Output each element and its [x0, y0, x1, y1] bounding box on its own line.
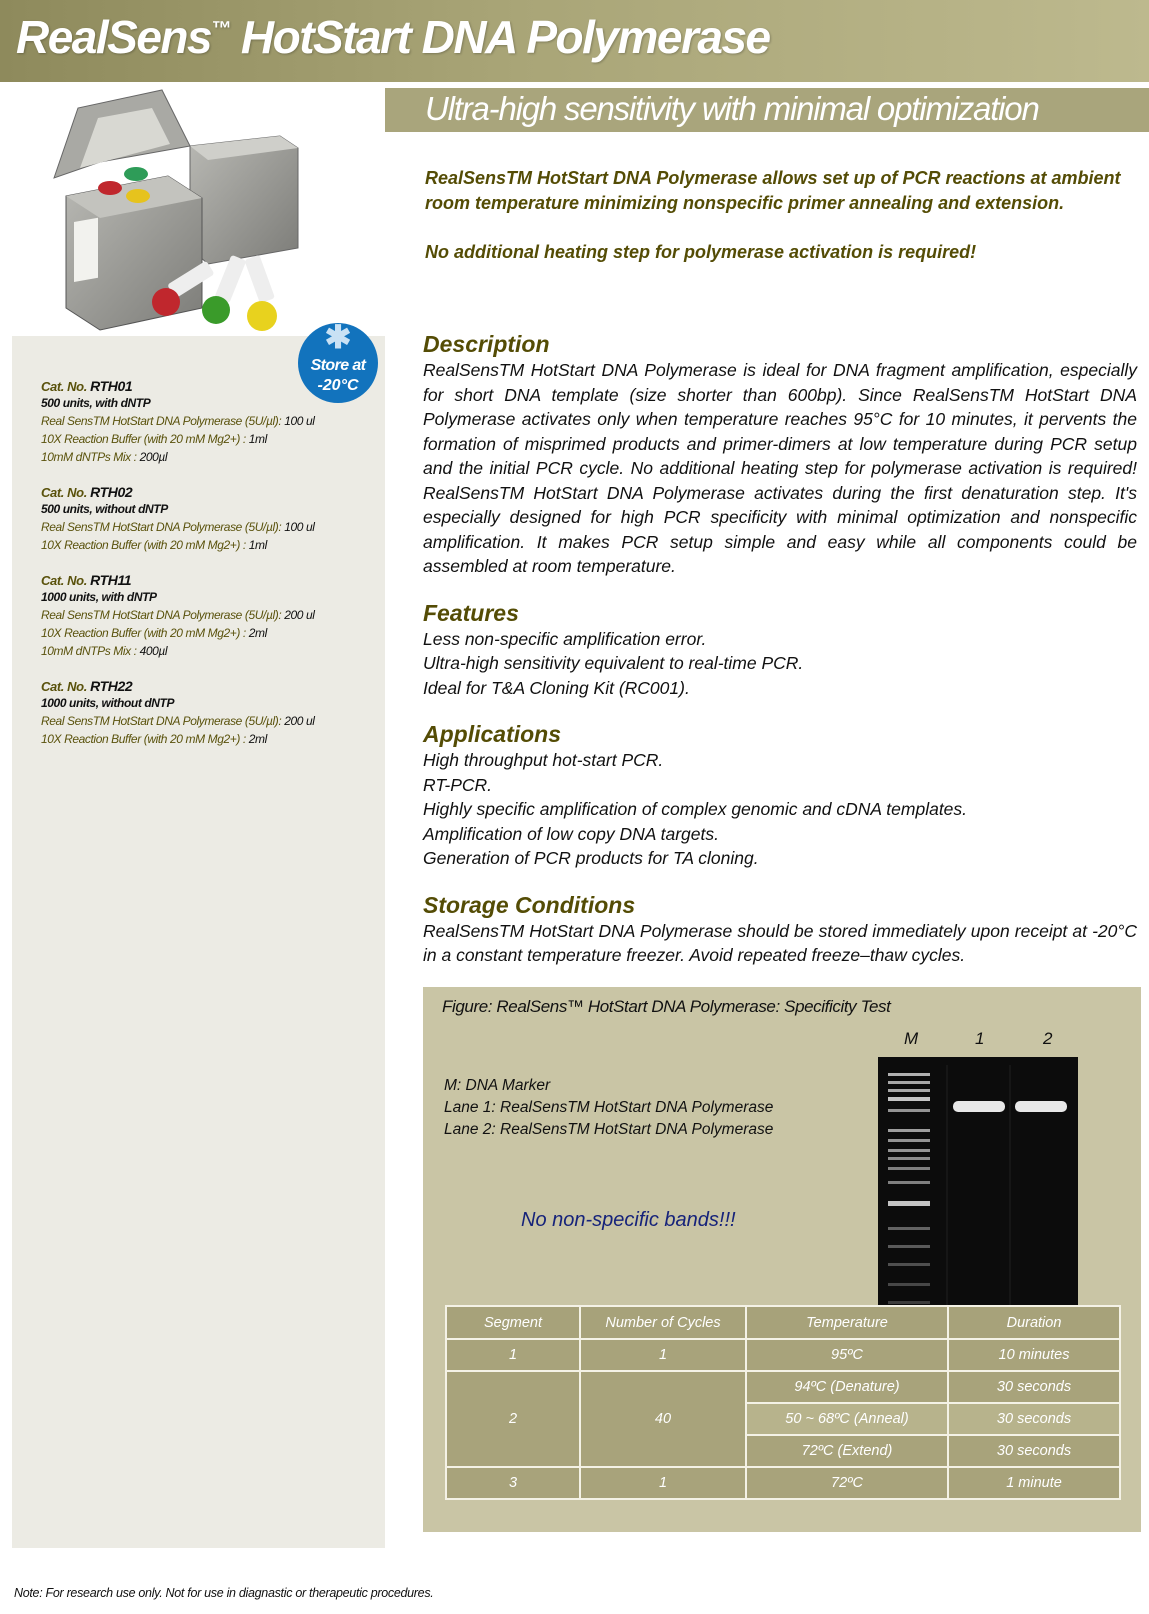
list-item: Amplification of low copy DNA targets.: [423, 823, 719, 844]
specificity-figure: [423, 987, 1141, 1532]
table-row: 50 ~ 68ºC (Anneal) 30 seconds: [446, 1403, 1120, 1435]
storage-body: RealSensTM HotStart DNA Polymerase should be stored immediately upon receipt at -20°C in a constant temperature freezer. Avoid repeated freeze–thaw cycles.: [423, 920, 1137, 965]
intro: [425, 166, 1135, 265]
product-box-image: [40, 88, 340, 343]
list-item: RT-PCR.: [423, 774, 493, 795]
features-heading: Features: [423, 599, 519, 626]
intro-note: No additional heating step for polymerase activation is required!: [425, 242, 977, 262]
main-content: [423, 330, 1137, 968]
description-heading: Description: [423, 331, 550, 357]
header-banner: [0, 0, 1149, 82]
list-item: Ideal for T&A Cloning Kit (RC001).: [423, 677, 690, 698]
list-item: Less non-specific amplification error.: [423, 628, 707, 649]
pcr-cycle-table: [445, 1305, 1121, 1500]
lane1-band: [953, 1101, 1005, 1112]
lane2-band: [1015, 1101, 1067, 1112]
description-body: RealSensTM HotStart DNA Polymerase is ideal for DNA fragment amplification, especially for short DNA template (size shorter than 600bp). Since RealSensTM HotStart DNA Polymerase activates only when temperature reaches 95°C for 10 minutes, it pervents the formation of misprimed products and primer-dimers at low temperature during PCR setup and the initial PCR cycle. No additional heating step for polymerase activation is required! RealSensTM HotStart DNA Polymerase activates during the first denaturation step. It's especially designed for high PCR specificity with minimal optimization and nonspecific amplification. It makes PCR setup simple and easy while all components could be assembled at room temperature.: [423, 360, 1137, 576]
tagline-banner: [385, 88, 1149, 132]
applications-heading: Applications: [423, 721, 562, 747]
lane-label: 2: [1043, 1029, 1053, 1048]
list-item: High throughput hot-start PCR.: [423, 750, 664, 770]
lane-label: 1: [975, 1029, 985, 1048]
page-title: RealSens™ HotStart DNA Polymerase: [16, 11, 770, 63]
list-item: Ultra-high sensitivity equivalent to real-time PCR.: [423, 653, 804, 673]
result-note: No non-specific bands!!!: [521, 1209, 736, 1231]
catalog-code: RTH11: [90, 572, 132, 588]
storage-heading: Storage Conditions: [423, 891, 636, 918]
table-row: 2 40 94ºC (Denature) 30 seconds: [446, 1371, 1120, 1403]
table-row: 1 1 95ºC 10 minutes: [446, 1339, 1120, 1371]
figure-title: Figure: RealSens™ HotStart DNA Polymerase: Specificity Test: [442, 997, 891, 1016]
catalog-code: RTH22: [90, 678, 133, 694]
catalog-list: [41, 378, 381, 766]
applications-list: [423, 748, 1137, 871]
list-item: Highly specific amplification of complex genomic and cDNA templates.: [423, 799, 968, 819]
catalog-code: RTH02: [90, 484, 133, 500]
intro-statement: RealSensTM HotStart DNA Polymerase allows set up of PCR reactions at ambient room temperature minimizing nonspecific primer annealing and extension.: [425, 168, 1121, 213]
catalog-item: Cat. No. RTH01 500 units, with dNTP Real SensTM HotStart DNA Polymerase (5U/µl): 100 ul 10X Reaction Buffer (with 20 mM Mg2+) : 1ml 10mM dNTPs Mix : 200µl: [41, 378, 315, 464]
features-list: [423, 627, 1137, 701]
catalog-item: Cat. No. RTH22 1000 units, without dNTP Real SensTM HotStart DNA Polymerase (5U/µl): 200 ul 10X Reaction Buffer (with 20 mM Mg2+) : 2ml: [41, 678, 315, 746]
gel-image: [878, 1057, 1078, 1322]
lane-label: M: [904, 1029, 919, 1048]
table-header-row: Segment Number of Cycles Temperature Duration: [446, 1306, 1120, 1339]
list-item: Generation of PCR products for TA cloning.: [423, 848, 759, 868]
table-row: 72ºC (Extend) 30 seconds: [446, 1435, 1120, 1467]
figure-legend: M: DNA Marker Lane 1: RealSensTM HotStart DNA Polymerase Lane 2: RealSensTM HotStart DNA Polymerase: [444, 1077, 774, 1138]
catalog-item: Cat. No. RTH11 1000 units, with dNTP Real SensTM HotStart DNA Polymerase (5U/µl): 200 ul 10X Reaction Buffer (with 20 mM Mg2+) : 2ml 10mM dNTPs Mix : 400µl: [41, 572, 315, 658]
catalog-code: RTH01: [90, 378, 133, 394]
tagline: Ultra-high sensitivity with minimal optimization: [425, 90, 1039, 127]
storage-badge: ✱ Store at -20°C: [298, 323, 378, 403]
footnote: Note: For research use only. Not for use in diagnastic or therapeutic procedures.: [14, 1586, 434, 1600]
snowflake-icon: ✱: [324, 319, 352, 355]
catalog-item: Cat. No. RTH02 500 units, without dNTP Real SensTM HotStart DNA Polymerase (5U/µl): 100 ul 10X Reaction Buffer (with 20 mM Mg2+) : 1ml: [41, 484, 315, 552]
table-row: 3 1 72ºC 1 minute: [446, 1467, 1120, 1499]
